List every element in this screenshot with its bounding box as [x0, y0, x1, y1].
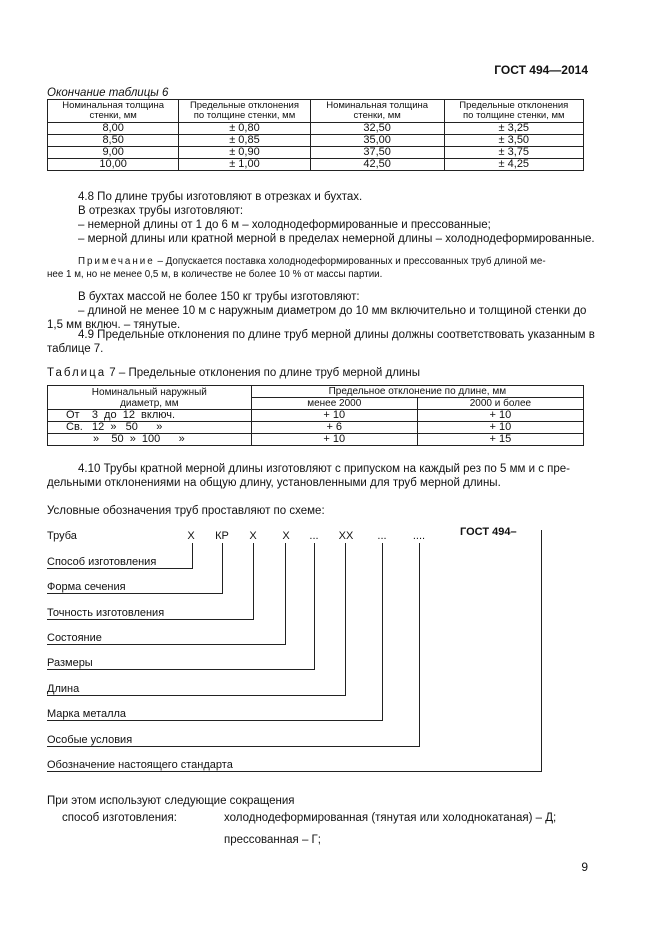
table7-title: [47, 366, 420, 380]
scheme-label: Длина: [47, 683, 80, 695]
scheme-label: Размеры: [47, 657, 93, 669]
scheme-label: Особые условия: [47, 734, 133, 746]
table-cell: » 50 » 100 »: [48, 434, 252, 446]
table-row: [48, 410, 584, 422]
scheme-code: ХХ: [338, 530, 354, 542]
table-row: [48, 123, 584, 135]
table-cell: ± 0,90: [179, 147, 310, 159]
scheme-code: Х: [249, 530, 257, 542]
table-cell: 8,50: [48, 135, 179, 147]
abbrev-value: холоднодеформированная (тянутая или холоднокатаная) – Д;: [224, 812, 557, 824]
table-cell: ± 3,50: [444, 135, 583, 147]
table-header-cell: Предельное отклонение по длине, мм: [251, 386, 583, 398]
table-cell: 32,50: [310, 123, 444, 135]
table-label: Таблица: [47, 367, 107, 379]
table-cell: ± 4,25: [444, 159, 583, 171]
table-header-cell: Предельные отклонения по толщине стенки, мм: [444, 100, 583, 123]
table-header-cell: Номинальная толщина стенки, мм: [310, 100, 444, 123]
scheme-label: Способ изготовления: [47, 556, 157, 568]
abbrev-value: прессованная – Г;: [224, 834, 321, 846]
table-cell: 10,00: [48, 159, 179, 171]
paragraph-4-9: 4.9 Предельные отклонения по длине труб мерной длины должны соответствовать указанным в: [78, 329, 595, 341]
table-cell: + 10: [251, 410, 417, 422]
scheme-intro: Условные обозначения труб проставляют по схеме:: [47, 505, 325, 517]
table-cell: + 10: [251, 434, 417, 446]
table-cell: ± 0,80: [179, 123, 310, 135]
table-cell: 35,00: [310, 135, 444, 147]
table-row: [48, 159, 584, 171]
scheme-label: Состояние: [47, 632, 102, 644]
table-cell: ± 3,25: [444, 123, 583, 135]
abbrev-intro: При этом используют следующие сокращения: [47, 795, 295, 807]
list-item: – мерной длины или кратной мерной в пределах немерной длины – холоднодеформированные.: [78, 233, 595, 245]
table-header-row: [48, 386, 584, 398]
table-cell: + 15: [417, 434, 583, 446]
list-item: – длиной не менее 10 м с наружным диаметром до 10 мм включительно и толщиной стенки до: [78, 305, 587, 317]
paragraph-4-10: 4.10 Трубы кратной мерной длины изготовляют с припуском на каждый рез по 5 мм и с пре-: [78, 463, 570, 475]
table-row: [48, 434, 584, 446]
scheme-code: КР: [215, 530, 229, 542]
scheme-gost: ГОСТ 494–: [460, 526, 517, 538]
table-cell: + 10: [417, 410, 583, 422]
table-header-cell: менее 2000: [251, 398, 417, 410]
page-number: 9: [581, 860, 588, 874]
table-7: [47, 385, 584, 446]
table-row: [48, 135, 584, 147]
paragraph-text: В бухтах массой не более 150 кг трубы изготовляют:: [78, 291, 360, 303]
paragraph-text: дельными отклонениями на общую длину, установленными для труб мерной длины.: [47, 477, 501, 489]
table-cell: 9,00: [48, 147, 179, 159]
scheme-label: Обозначение настоящего стандарта: [47, 759, 233, 771]
table6-caption: Окончание таблицы 6: [47, 87, 169, 99]
table-cell: + 6: [251, 422, 417, 434]
table-cell: От 3 до 12 включ.: [48, 410, 252, 422]
scheme-label: Марка металла: [47, 708, 127, 720]
scheme-label: Точность изготовления: [47, 607, 165, 619]
table-header-cell: 2000 и более: [417, 398, 583, 410]
paragraph-text: 1,5 мм включ. – тянутые.: [47, 319, 181, 331]
table-6: [47, 99, 584, 171]
table-header-cell: Номинальная толщина стенки, мм: [48, 100, 179, 123]
note-text: – Допускается поставка холоднодеформированных и прессованных труб длиной ме-: [157, 256, 546, 267]
table-header-cell: Номинальный наружный диаметр, мм: [48, 386, 252, 410]
table-cell: Св. 12 » 50 »: [48, 422, 252, 434]
note-line: [78, 255, 546, 268]
table-cell: ± 1,00: [179, 159, 310, 171]
scheme-code: ....: [412, 530, 426, 542]
scheme-code: ...: [309, 530, 319, 542]
table-row: [48, 147, 584, 159]
table-cell: 37,50: [310, 147, 444, 159]
scheme-code: Х: [187, 530, 195, 542]
scheme-code: ...: [377, 530, 387, 542]
note-label: Примечание: [78, 256, 155, 267]
paragraph-text: В отрезках трубы изготовляют:: [78, 205, 244, 217]
table-cell: + 10: [417, 422, 583, 434]
table-header-row: [48, 100, 584, 123]
document-header: ГОСТ 494—2014: [494, 63, 588, 77]
scheme-top-label: Труба: [47, 530, 77, 542]
note-line: нее 1 м, но не менее 0,5 м, в количестве не более 10 % от массы партии.: [47, 269, 383, 280]
table-cell: 42,50: [310, 159, 444, 171]
table-cell: ± 3,75: [444, 147, 583, 159]
table-cell: 8,00: [48, 123, 179, 135]
abbrev-label: способ изготовления:: [62, 812, 177, 824]
list-item: – немерной длины от 1 до 6 м – холоднодеформированные и прессованные;: [78, 219, 491, 231]
table-cell: ± 0,85: [179, 135, 310, 147]
paragraph-4-8: 4.8 По длине трубы изготовляют в отрезках и бухтах.: [78, 191, 363, 203]
paragraph-text: таблице 7.: [47, 343, 104, 355]
table-title-text: 7 – Предельные отклонения по длине труб мерной длины: [109, 367, 420, 379]
scheme-code: Х: [282, 530, 290, 542]
table-header-cell: Предельные отклонения по толщине стенки, мм: [179, 100, 310, 123]
scheme-label: Форма сечения: [47, 581, 126, 593]
table-row: [48, 422, 584, 434]
